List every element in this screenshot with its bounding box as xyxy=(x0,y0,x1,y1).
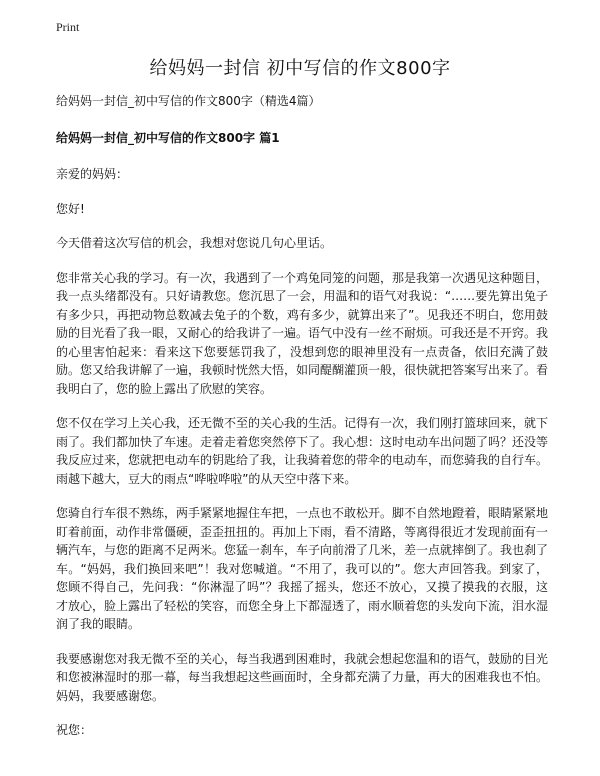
document-subtitle: 给妈妈一封信_初中写信的作文800字（精选4篇） xyxy=(56,94,321,108)
body-paragraph: 您骑自行车很不熟练，两手紧紧地握住车把，一点也不敢松开。脚不自然地蹬着，眼睛紧紧地盯着前面，动作非常僵硬，歪歪扭扭的。再加上下雨，看不清路，等离得很近才发现前面有一辆汽车，与您的距离不足两米。您猛一刹车，车子向前滑了几米，差一点就摔倒了。我也刹了车。“妈妈，我们换回来吧”！我对您喊道。“不用了，我可以的”。您大声回答我。到家了，您顾不得自己，先问我：“你淋湿了吗”？我摇了摇头，您还不放心，又摸了摸我的衣服，这才放心，脸上露出了轻松的笑容，而您全身上下都湿透了，雨水顺着您的头发向下流，泪水湿润了我的眼睛。 xyxy=(56,506,549,631)
closing-paragraph: 祝您： xyxy=(56,723,93,737)
document-body xyxy=(56,92,548,756)
body-paragraph: 今天借着这次写信的机会，我想对您说几句心里话。 xyxy=(56,236,333,250)
page-title: 给妈妈一封信 初中写信的作文800字 xyxy=(149,58,451,79)
salutation-paragraph: 您好! xyxy=(56,201,85,216)
print-label: Print xyxy=(56,20,80,34)
greeting-paragraph: 亲爱的妈妈： xyxy=(56,167,129,181)
body-paragraph: 您非常关心我的学习。有一次，我遇到了一个鸡兔同笼的问题，那是我第一次遇见这种题目，我一点头绪都没有。只好请教您。您沉思了一会，用温和的语气对我说：“……要先算出兔子有多少只，再把动物总数减去兔子的个数，鸡有多少，就算出来了”。见我还不明白，您用鼓励的目光看了我一眼，又耐心的给我讲了一遍。语气中没有一丝不耐烦。可我还是不开窍。我的心里害怕起来：看来这下您要惩罚我了，没想到您的眼神里没有一点责备，依旧充满了鼓励。您又给我讲解了一遍，我顿时恍然大悟，如同醍醐灌顶一般，很快就把答案写出来了。看我明白了，您的脸上露出了欣慰的笑容。 xyxy=(56,270,549,396)
section-heading: 给妈妈一封信_初中写信的作文800字 篇1 xyxy=(56,130,280,145)
body-paragraph: 我要感谢您对我无微不至的关心，每当我遇到困难时，我就会想起您温和的语气，鼓励的目光和您被淋湿时的那一幕，每当我想起这些画面时，全身都充满了力量，再大的困难我也不怕。妈妈，我要感谢您。 xyxy=(56,651,549,703)
body-paragraph: 您不仅在学习上关心我，还无微不至的关心我的生活。记得有一次，我们刚打篮球回来，就下雨了。我们都加快了车速。走着走着您突然停下了。我心想：这时电动车出问题了吗？还没等我反应过来，您就把电动车的钥匙给了我，让我骑着您的带伞的电动车，而您骑我的自行车。雨越下越大，豆大的雨点“哗啦哗啦”的从天空中落下来。 xyxy=(56,416,549,486)
